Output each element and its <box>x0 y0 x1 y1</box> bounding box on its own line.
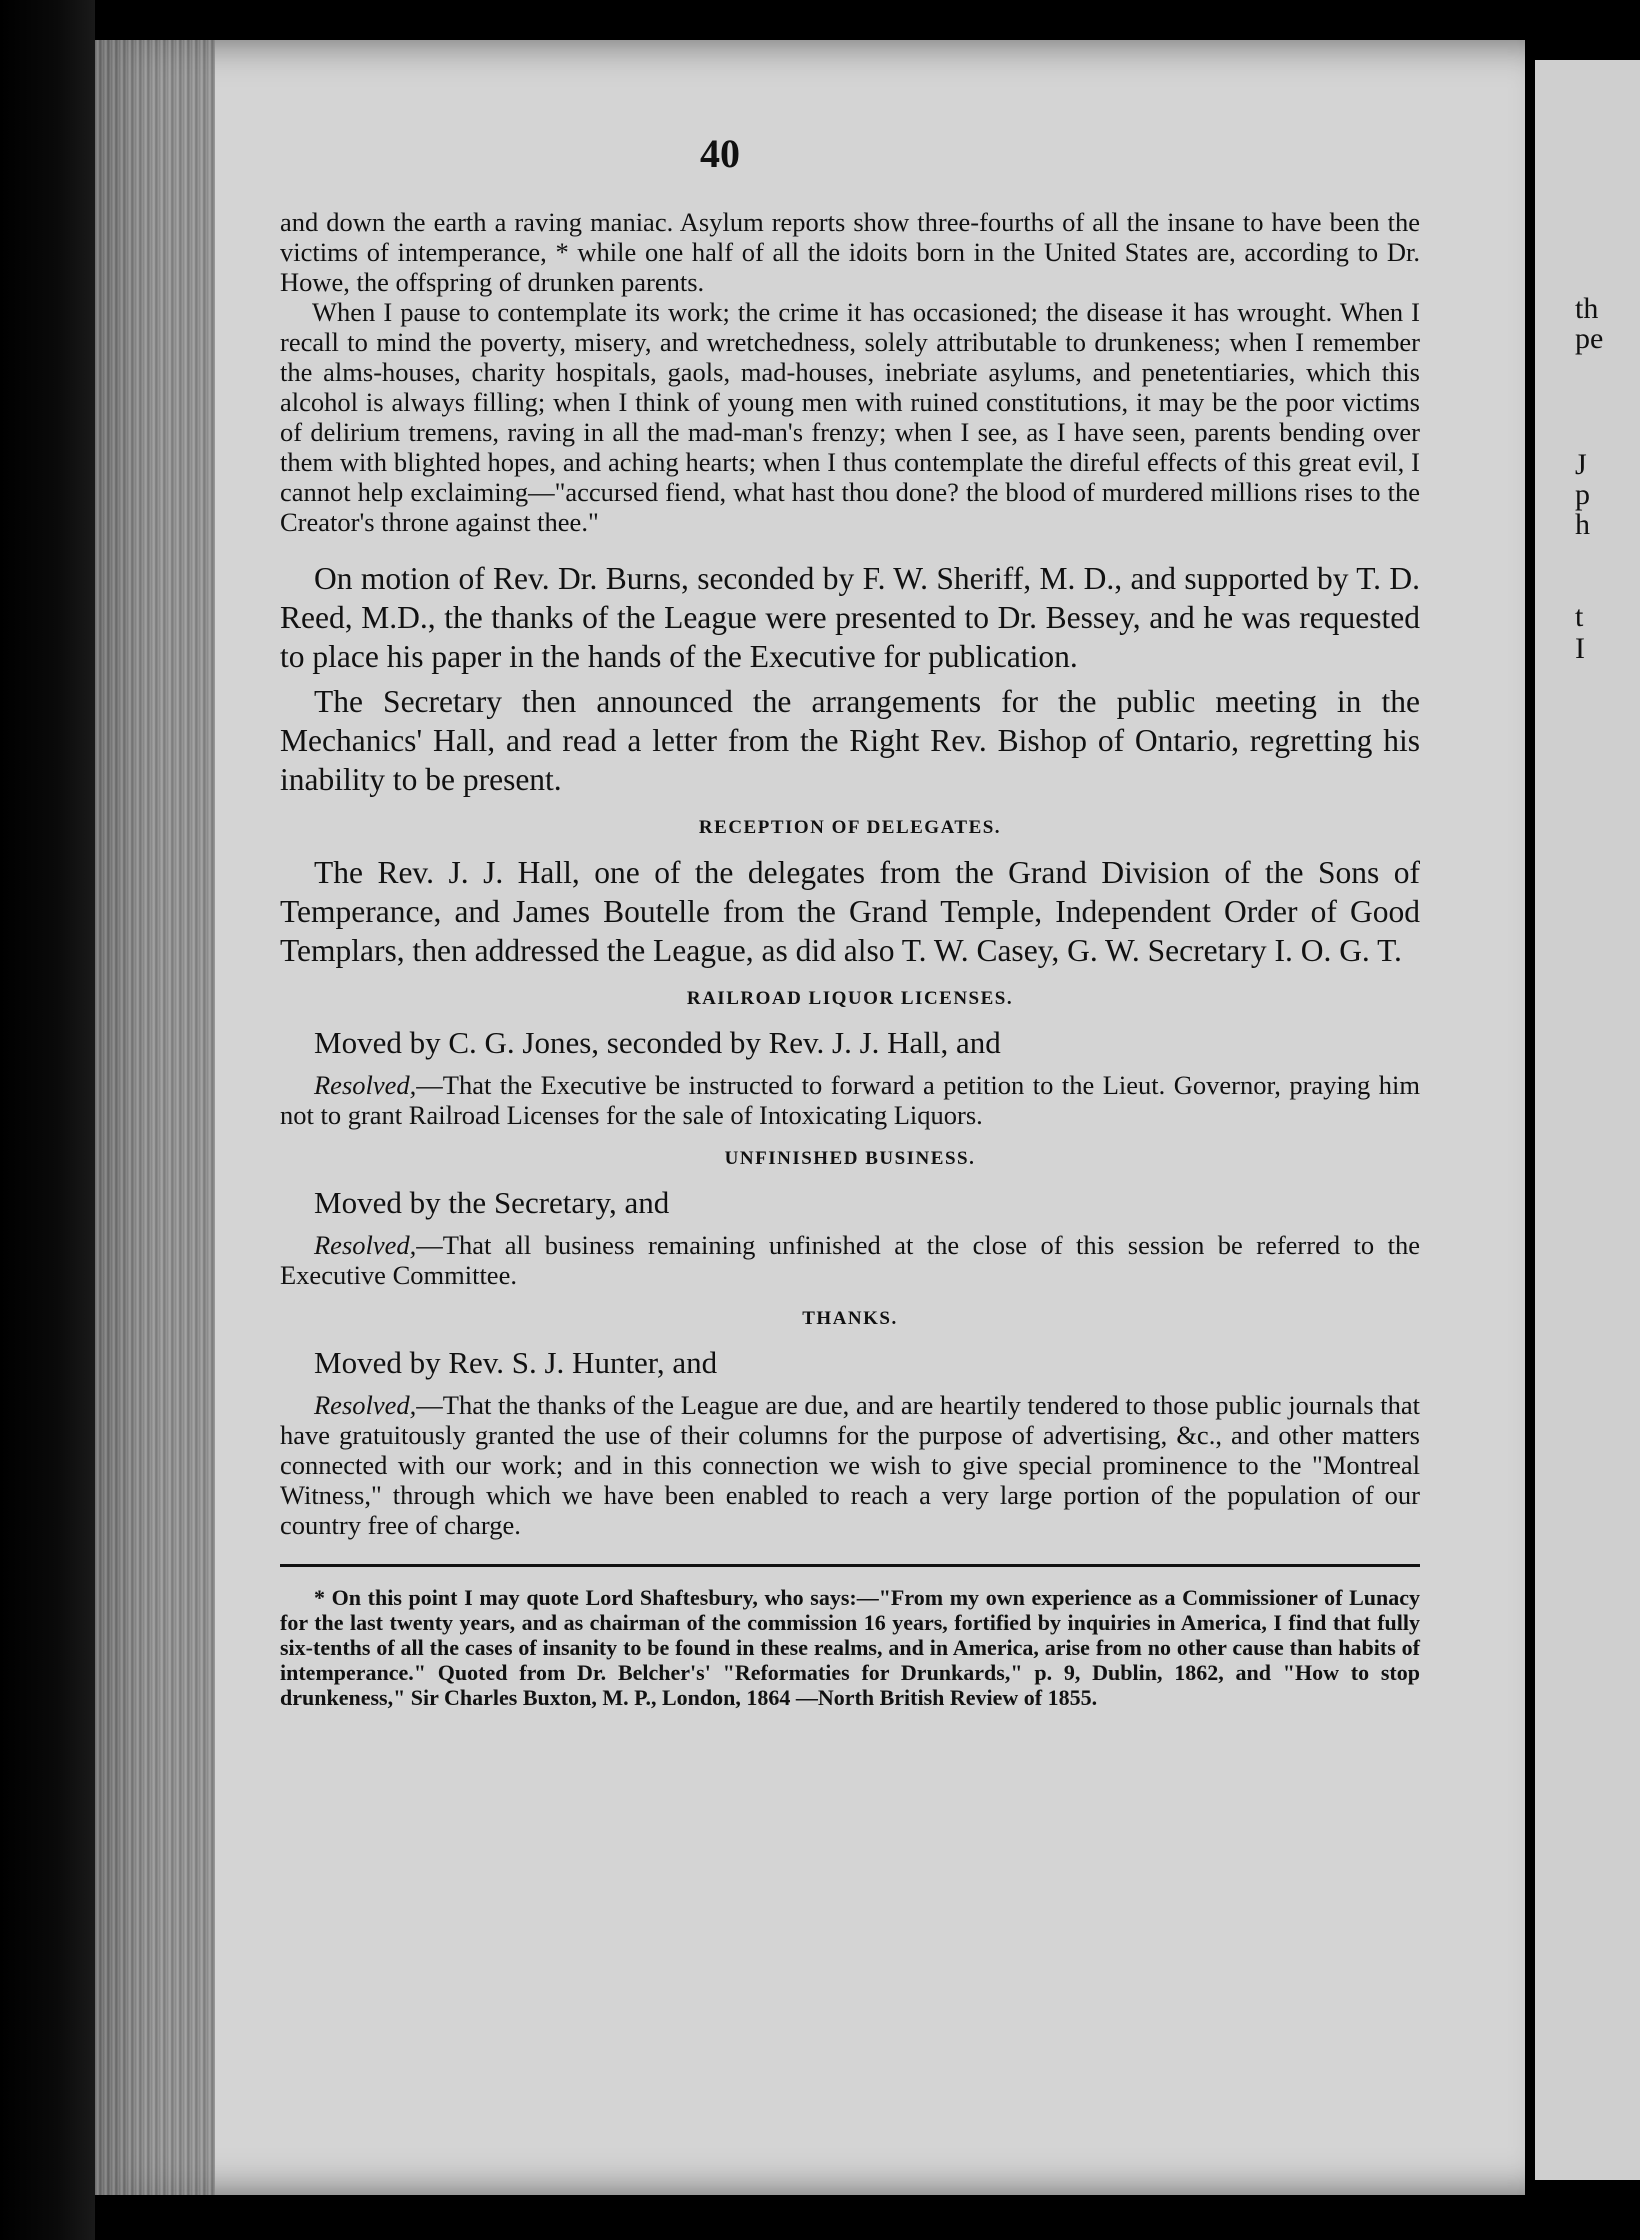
fragment-line: h <box>1575 508 1590 541</box>
page-number: 40 <box>700 131 740 176</box>
resolution-thanks <box>280 1390 1420 1540</box>
resolution-text: —That the thanks of the League are due, and are heartily tendered to those public journals that have gratuitously granted the use of their columns for the purpose of advertising, &c., and other matters connected with our work; and in this connection we wish to give special prominence to the "Montreal Witness," through which we have been enabled to reach a very large portion of the population of our country free of charge. <box>280 1390 1420 1540</box>
resolved-label: Resolved, <box>314 1230 417 1260</box>
adjacent-page-fragment <box>1535 60 1640 2180</box>
fragment-line: pe <box>1575 322 1604 355</box>
book-spine-shadow <box>0 0 95 2240</box>
resolved-label: Resolved, <box>314 1070 417 1100</box>
fragment-line: I <box>1575 632 1585 665</box>
resolved-label: Resolved, <box>314 1390 417 1420</box>
paragraph-secretary: The Secretary then announced the arrangements for the public meeting in the Mechanics' Hall, and read a letter from the Right Rev. Bishop of Ontario, regretting his inability to be present. <box>280 684 1420 797</box>
moved-jones: Moved by C. G. Jones, seconded by Rev. J. J. Hall, and <box>314 1025 1001 1060</box>
resolution-railroad <box>280 1070 1420 1130</box>
resolution-text: —That the Executive be instructed to forward a petition to the Lieut. Governor, praying him not to grant Railroad Licenses for the sale of Intoxicating Liquors. <box>280 1070 1420 1130</box>
heading-thanks: THANKS. <box>802 1308 898 1329</box>
page-edge-shading <box>95 40 215 2195</box>
resolution-text: —That all business remaining unfinished at the close of this session be referred to the Executive Committee. <box>280 1230 1420 1290</box>
heading-railroad-liquor-licenses: RAILROAD LIQUOR LICENSES. <box>686 988 1014 1009</box>
paragraph-motion: On motion of Rev. Dr. Burns, seconded by F. W. Sheriff, M. D., and supported by T. D. Reed, M.D., the thanks of the League were presented to Dr. Bessey, and he was requested to place his paper in the hands of the Executive for publication. <box>280 561 1420 674</box>
paragraph-asylum-reports: and down the earth a raving maniac. Asylum reports show three-fourths of all the insane to have been the victims of intemperance, * while one half of all the idoits born in the United States are, according to Dr. Howe, the offspring of drunken parents. <box>280 207 1420 297</box>
footnote-divider <box>280 1564 1420 1567</box>
fragment-line: J <box>1575 448 1587 481</box>
fragment-line: th <box>1575 292 1599 325</box>
page-content <box>280 130 1420 1710</box>
heading-reception-of-delegates: RECEPTION OF DELEGATES. <box>698 817 1002 838</box>
paragraph-contemplate: When I pause to contemplate its work; the crime it has occasioned; the disease it has wrought. When I recall to mind the poverty, misery, and wretchedness, solely attributable to drunkeness; when I remember the alms-houses, charity hospitals, gaols, mad-houses, inebriate asylums, and penetentiaries, which this alcohol is always filling; when I think of young men with ruined constitutions, it may be the poor victims of delirium tremens, raving in all the mad-man's frenzy; when I see, as I have seen, parents bending over them with blighted hopes, and aching hearts; when I thus contemplate the direful effects of this great evil, I cannot help exclaiming—"accursed fiend, what hast thou done? the blood of murdered millions rises to the Creator's throne against thee." <box>280 297 1420 537</box>
moved-hunter: Moved by Rev. S. J. Hunter, and <box>314 1345 718 1380</box>
footnote: * On this point I may quote Lord Shaftesbury, who says:—"From my own experience as a Commissioner of Lunacy for the last twenty years, and as chairman of the commission 16 years, fortified by inquiries in America, I find that fully six-tenths of all the cases of insanity to be found in these realms, and in America, arise from no other cause than habits of intemperance." Quoted from Dr. Belcher's' "Reformaties for Drunkards," p. 9, Dublin, 1862, and "How to stop drunkeness," Sir Charles Buxton, M. P., London, 1864 —North British Review of 1855. <box>280 1585 1420 1710</box>
resolution-unfinished <box>280 1230 1420 1290</box>
paragraph-delegates: The Rev. J. J. Hall, one of the delegates from the Grand Division of the Sons of Temperance, and James Boutelle from the Grand Temple, Independent Order of Good Templars, then addressed the League, as did also T. W. Casey, G. W. Secretary I. O. G. T. <box>280 855 1420 968</box>
moved-secretary: Moved by the Secretary, and <box>314 1185 670 1220</box>
fragment-line: p <box>1575 478 1590 511</box>
fragment-line: t <box>1575 600 1584 633</box>
heading-unfinished-business: UNFINISHED BUSINESS. <box>724 1148 976 1169</box>
